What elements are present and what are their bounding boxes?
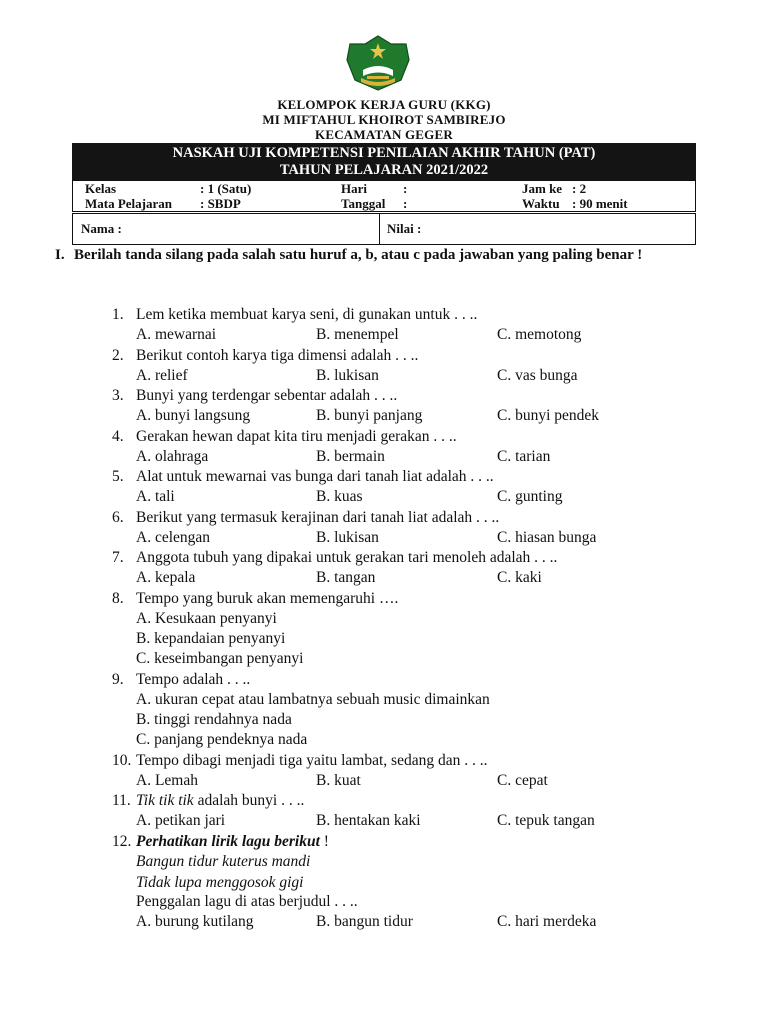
question-text-italic: Tik tik tik bbox=[136, 792, 194, 809]
nama-field[interactable]: Nama : bbox=[81, 221, 122, 236]
question-number: 4. bbox=[112, 428, 124, 445]
question-number: 2. bbox=[112, 347, 124, 364]
tanggal-value: : bbox=[403, 196, 408, 211]
exam-title: NASKAH UJI KOMPETENSI PENILAIAN AKHIR TAHUN (PAT) bbox=[172, 145, 596, 161]
option-b[interactable]: B. tinggi rendahnya nada bbox=[136, 711, 292, 728]
option-b[interactable]: B. kepandaian penyanyi bbox=[136, 630, 286, 647]
option-b[interactable]: B. kuat bbox=[316, 772, 361, 789]
jam-label: Jam ke bbox=[522, 181, 563, 196]
district-name: KECAMATAN GEGER bbox=[315, 127, 453, 142]
jam-value: : 2 bbox=[572, 181, 587, 196]
option-b[interactable]: B. bermain bbox=[316, 448, 385, 465]
option-c[interactable]: C. kaki bbox=[497, 569, 542, 586]
option-c[interactable]: C. panjang pendeknya nada bbox=[136, 731, 308, 748]
kkg-title: KELOMPOK KERJA GURU (KKG) bbox=[277, 97, 491, 112]
question-text: Alat untuk mewarnai vas bunga dari tanah liat adalah . . .. bbox=[136, 468, 494, 485]
option-c[interactable]: C. memotong bbox=[497, 326, 582, 343]
option-c[interactable]: C. keseimbangan penyanyi bbox=[136, 650, 304, 667]
option-c[interactable]: C. gunting bbox=[497, 488, 563, 505]
option-c[interactable]: C. bunyi pendek bbox=[497, 407, 600, 424]
nilai-field[interactable]: Nilai : bbox=[387, 221, 422, 236]
question-text: Lem ketika membuat karya seni, di gunakan untuk . . .. bbox=[136, 306, 478, 323]
divider bbox=[379, 214, 380, 244]
question-text-bold-italic: Perhatikan lirik lagu berikut bbox=[136, 833, 320, 850]
question-text bbox=[136, 832, 329, 852]
option-b[interactable]: B. bunyi panjang bbox=[316, 407, 423, 424]
kelas-value: : 1 (Satu) bbox=[200, 181, 252, 196]
option-a[interactable]: A. ukuran cepat atau lambatnya sebuah music dimainkan bbox=[136, 691, 490, 708]
kelas-label: Kelas bbox=[85, 181, 117, 196]
prompt-text: Penggalan lagu di atas berjudul . . .. bbox=[136, 893, 358, 910]
school-emblem-logo bbox=[343, 34, 413, 94]
question-number: 11. bbox=[112, 792, 131, 809]
question-text: Anggota tubuh yang dipakai untuk gerakan tari menoleh adalah . . .. bbox=[136, 549, 558, 566]
option-b[interactable]: B. bangun tidur bbox=[316, 913, 413, 930]
option-a[interactable]: A. burung kutilang bbox=[136, 913, 254, 930]
option-b[interactable]: B. lukisan bbox=[316, 367, 379, 384]
question-number: 9. bbox=[112, 671, 124, 688]
mapel-value: : SBDP bbox=[200, 196, 241, 211]
option-a[interactable]: A. bunyi langsung bbox=[136, 407, 251, 424]
name-score-box bbox=[72, 213, 696, 245]
question-text: Tempo adalah . . .. bbox=[136, 671, 251, 688]
school-name: MI MIFTAHUL KHOIROT SAMBIREJO bbox=[262, 112, 506, 127]
option-a[interactable]: A. relief bbox=[136, 367, 188, 384]
hari-value: : bbox=[403, 181, 408, 196]
lyric-text: Bangun tidur kuterus mandi bbox=[136, 853, 311, 870]
exam-info-box bbox=[72, 180, 696, 212]
question-number: 10. bbox=[112, 752, 132, 769]
option-a[interactable]: A. Lemah bbox=[136, 772, 198, 789]
option-c[interactable]: C. hiasan bunga bbox=[497, 529, 597, 546]
question-number: 6. bbox=[112, 509, 124, 526]
question-text: Tempo dibagi menjadi tiga yaitu lambat, sedang dan . . .. bbox=[136, 752, 488, 769]
instruction-text: Berilah tanda silang pada salah satu huruf a, b, atau c pada jawaban yang paling benar ! bbox=[74, 247, 643, 263]
option-c[interactable]: C. tepuk tangan bbox=[497, 812, 595, 829]
option-c[interactable]: C. tarian bbox=[497, 448, 551, 465]
question-text: Bunyi yang terdengar sebentar adalah . . .. bbox=[136, 387, 398, 404]
question-number: 3. bbox=[112, 387, 124, 404]
option-c[interactable]: C. hari merdeka bbox=[497, 913, 597, 930]
option-c[interactable]: C. cepat bbox=[497, 772, 548, 789]
option-b[interactable]: B. tangan bbox=[316, 569, 376, 586]
question-text: Gerakan hewan dapat kita tiru menjadi gerakan . . .. bbox=[136, 428, 457, 445]
question-text: Tempo yang buruk akan memengaruhi …. bbox=[136, 590, 399, 607]
option-b[interactable]: B. kuas bbox=[316, 488, 363, 505]
option-b[interactable]: B. lukisan bbox=[316, 529, 379, 546]
waktu-label: Waktu bbox=[522, 196, 560, 211]
option-a[interactable]: A. petikan jari bbox=[136, 812, 226, 829]
exam-title-banner bbox=[72, 143, 696, 181]
option-a[interactable]: A. olahraga bbox=[136, 448, 209, 465]
question-number: 5. bbox=[112, 468, 124, 485]
section-number: I. bbox=[55, 247, 65, 263]
question-number: 7. bbox=[112, 549, 124, 566]
academic-year: TAHUN PELAJARAN 2021/2022 bbox=[279, 162, 489, 178]
question-text: Berikut contoh karya tiga dimensi adalah . . .. bbox=[136, 347, 419, 364]
lyric-text: Tidak lupa menggosok gigi bbox=[136, 874, 304, 891]
hari-label: Hari bbox=[341, 181, 367, 196]
question-number: 8. bbox=[112, 590, 124, 607]
option-b[interactable]: B. hentakan kaki bbox=[316, 812, 421, 829]
question-text-rest: adalah bunyi . . .. bbox=[193, 792, 305, 809]
option-b[interactable]: B. menempel bbox=[316, 326, 399, 343]
question-number: 12. bbox=[112, 833, 132, 850]
option-c[interactable]: C. vas bunga bbox=[497, 367, 578, 384]
option-a[interactable]: A. tali bbox=[136, 488, 175, 505]
question-text bbox=[136, 791, 304, 811]
tanggal-label: Tanggal bbox=[341, 196, 386, 211]
mapel-label: Mata Pelajaran bbox=[85, 196, 173, 211]
option-a[interactable]: A. Kesukaan penyanyi bbox=[136, 610, 277, 627]
waktu-value: : 90 menit bbox=[572, 196, 628, 211]
question-text: Berikut yang termasuk kerajinan dari tanah liat adalah . . .. bbox=[136, 509, 500, 526]
option-a[interactable]: A. celengan bbox=[136, 529, 211, 546]
question-text-rest: ! bbox=[319, 833, 329, 850]
question-number: 1. bbox=[112, 306, 124, 323]
option-a[interactable]: A. kepala bbox=[136, 569, 196, 586]
option-a[interactable]: A. mewarnai bbox=[136, 326, 217, 343]
